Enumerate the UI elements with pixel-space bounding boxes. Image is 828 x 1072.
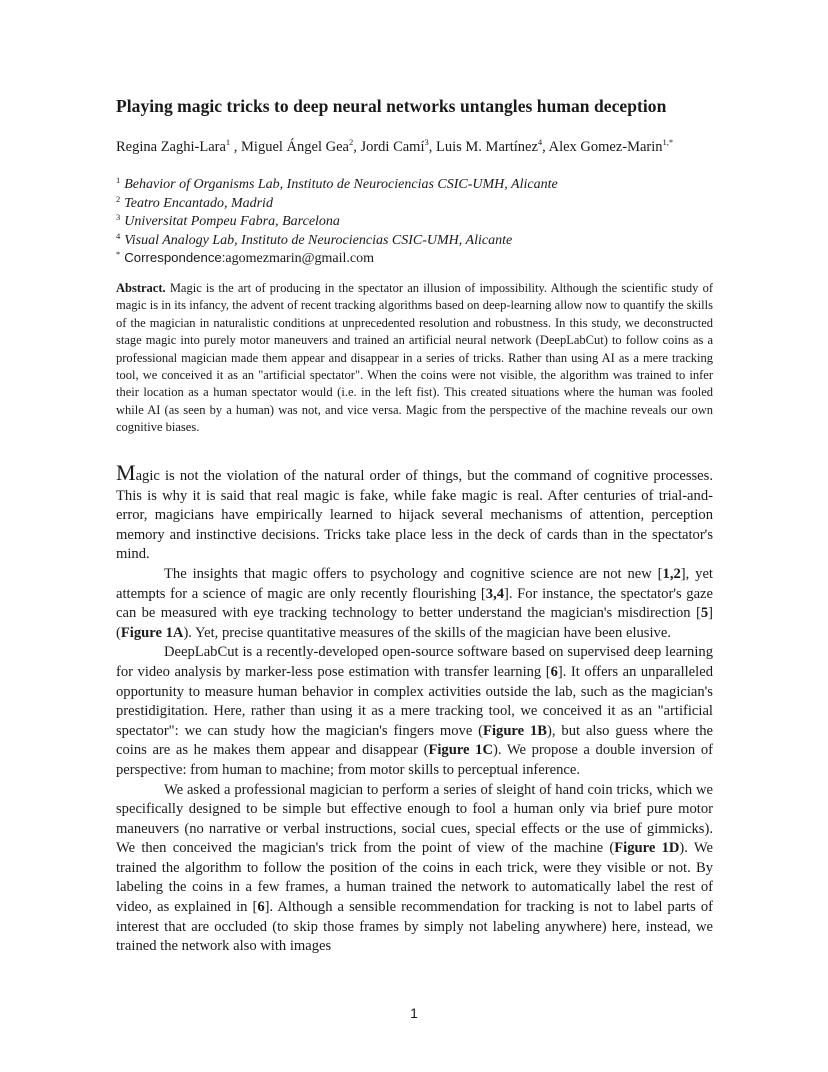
affiliation xyxy=(116,227,716,246)
body-paragraph xyxy=(116,565,713,643)
affiliation-mark: 4 xyxy=(116,230,121,241)
author-name: Regina Zaghi-Lara xyxy=(116,139,226,155)
affiliation xyxy=(116,171,716,190)
author-affiliation-mark: 1,* xyxy=(662,137,674,147)
paragraph-text: ]. Although a sensible recommendation for tracking is not to label parts of interest that are occluded (to skip those frames by simply not labeling anywhere) here, instead, we trained the network also with images xyxy=(116,899,713,955)
affiliation-text: Universitat Pompeu Fabra, Barcelona xyxy=(124,214,340,230)
citation-reference: Figure 1A xyxy=(120,624,184,641)
correspondence xyxy=(116,245,716,267)
drop-cap: M xyxy=(116,460,136,485)
paragraph-text: ]. It offers an unparalleled opportunity to measure human behavior in complex activities outside the lab, such as the magician's prestidigitation. Here, rather than using it as a mere tracking tool, we conceived it as an "artificial spectator": we can study how the magician's fingers move ( xyxy=(116,663,713,739)
author-affiliation-mark: 4 xyxy=(537,137,543,147)
correspondence-mark: * xyxy=(116,249,121,260)
paragraph-text: ). We propose a double inversion of perspective: from human to machine; from motor skills to perceptual inference. xyxy=(116,742,713,778)
author-name: Jordi Camí xyxy=(360,139,425,155)
citation-reference: Figure 1B xyxy=(483,722,548,739)
citation-reference: 5 xyxy=(700,605,709,622)
citation-reference: Figure 1D xyxy=(614,840,680,857)
citation-reference: 1,2 xyxy=(662,565,681,582)
affiliation-text: Teatro Encantado, Madrid xyxy=(124,195,273,211)
author-affiliation-mark: 2 xyxy=(348,137,354,147)
abstract xyxy=(116,280,713,437)
author-affiliation-mark: 1 xyxy=(225,137,231,147)
body-text xyxy=(116,460,714,957)
citation-reference: 6 xyxy=(550,663,558,680)
affiliation-list xyxy=(116,171,716,267)
paragraph-text: ], yet attempts for a science of magic are only recently flourishing [ xyxy=(116,565,713,602)
paragraph-text: ]. For instance, the spectator's gaze can be measured with eye tracking technology to better understand the magician's misdirection [ xyxy=(116,585,714,622)
paragraph-text: DeepLabCut is a recently-developed open-source software based on supervised deep learning for video analysis by marker-less pose estimation with transfer learning [ xyxy=(116,644,713,680)
abstract-label: Abstract. xyxy=(116,281,166,295)
citation-reference: 3,4 xyxy=(485,585,505,602)
affiliation xyxy=(116,190,716,209)
paragraph-text: ). Yet, precise quantitative measures of the skills of the magician have been elusive. xyxy=(183,624,671,641)
author-separator: , xyxy=(230,139,242,155)
paragraph-text: ). We trained the algorithm to follow the position of the coins in each trick, were they visible or not. By labeling the coins in a few frames, a human trained the network to automatically label the rest of video, as explained in [ xyxy=(116,840,713,916)
affiliation-mark: 2 xyxy=(116,193,121,204)
author-name: Luis M. Martínez xyxy=(436,139,538,155)
correspondence-email-link[interactable]: agomezmarin@gmail.com xyxy=(225,251,374,267)
author-list xyxy=(116,137,716,156)
correspondence-label: Correspondence: xyxy=(124,250,226,266)
paragraph-text: We asked a professional magician to perform a series of sleight of hand coin tricks, which we specifically designed to be simple but effective enough to fool a human only via brief pure motor maneuvers (no narrative or verbal instructions, social cues, special effects or the use of gimmicks). We then conceived the magician's trick from the point of view of the machine ( xyxy=(116,781,713,857)
abstract-text: Magic is the art of producing in the spectator an illusion of impossibility. Although the scientific study of magic is in its infancy, the advent of recent tracking algorithms based on deep-learning allow now to quantify the skills of the magician in naturalistic conditions at unprecedented resolution and robustness. In this study, we deconstructed stage magic into purely motor maneuvers and trained an artificial neural network (DeepLabCut) to follow coins as a professional magician made them appear and disappear in a series of tricks. Rather than using AI as a mere tracking tool, we conceived it as an "artificial spectator". When the coins were not visible, the algorithm was trained to infer their location as a human spectator would (i.e. in the left fist). This created situations where the human was fooled while AI (as seen by a human) was not, and vice versa. Magic from the perspective of the machine reveals our own cognitive biases. xyxy=(116,281,714,435)
page-number: 1 xyxy=(410,1005,418,1021)
author-separator: , xyxy=(542,139,549,155)
author-separator: , xyxy=(353,139,361,155)
citation-reference: Figure 1C xyxy=(428,742,493,759)
affiliation-text: Behavior of Organisms Lab, Instituto de Neurociencias CSIC-UMH, Alicante xyxy=(124,177,558,192)
author-affiliation-mark: 3 xyxy=(424,137,429,147)
author-name: Alex Gomez-Marin xyxy=(548,139,663,155)
affiliation-mark: 1 xyxy=(116,175,121,185)
body-paragraph xyxy=(116,781,713,957)
affiliation-mark: 3 xyxy=(116,212,121,223)
paper-title: Playing magic tricks to deep neural networks untangles human deception xyxy=(116,96,667,116)
citation-reference: 6 xyxy=(257,899,265,916)
paragraph-text: The insights that magic offers to psychology and cognitive science are not new [ xyxy=(164,565,663,582)
paragraph-text: ), but also guess where the coins are as he makes them appear and disappear ( xyxy=(116,722,713,759)
author-separator: , xyxy=(428,139,436,155)
paragraph-text: agic is not the violation of the natural order of things, but the command of cognitive processes. This is why it is said that real magic is fake, while fake magic is real. After centuries of trial-and-error, magicians have empirically learned to hijack several mechanisms of attention, perception memory and instinctive decisions. Tricks take place less in the deck of cards than in the spectator's mind. xyxy=(116,468,713,563)
paragraph-text: ] ( xyxy=(116,605,713,641)
body-paragraph xyxy=(116,643,713,780)
affiliation-text: Visual Analogy Lab, Instituto de Neurociencias CSIC-UMH, Alicante xyxy=(124,232,513,248)
affiliation xyxy=(116,208,716,230)
author-name: Miguel Ángel Gea xyxy=(241,139,349,155)
body-paragraph xyxy=(116,460,713,565)
